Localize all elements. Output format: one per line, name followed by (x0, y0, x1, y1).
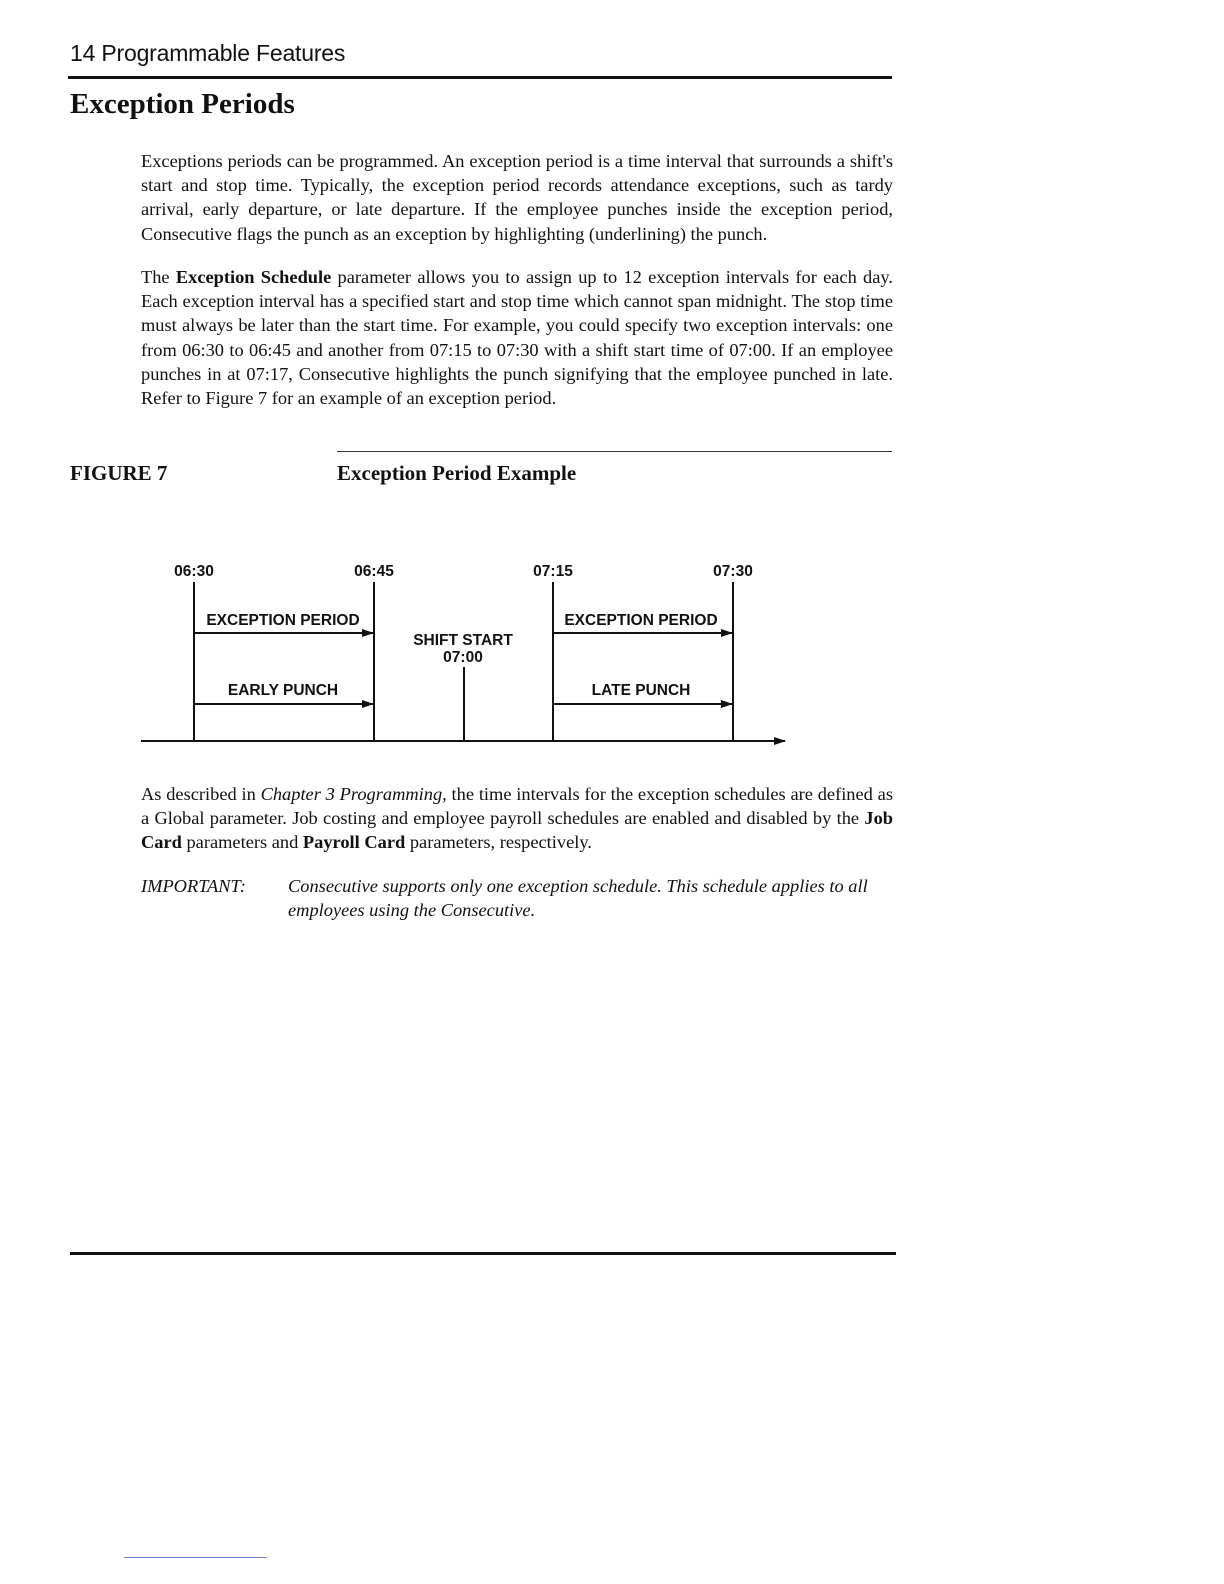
paragraph-intro: Exceptions periods can be programmed. An exception period is a time interval that surrounds a shift's start and stop time. Typically, the exception period records attendance exceptions, such as tardy arrival, early departure, or late departure. If the employee punches inside the exception period, Consecutive flags the punch as an exception by highlighting (underlining) the punch. (141, 151, 893, 244)
section-title: Exception Periods (70, 88, 295, 120)
early-punch-label: EARLY PUNCH (227, 682, 339, 699)
p2-before: The (141, 267, 176, 287)
running-head: 14 Programmable Features (70, 40, 346, 66)
important-text: Consecutive supports only one exception schedule. This schedule applies to all employees using the Consecutive. (288, 876, 868, 921)
footer-rule (70, 1252, 896, 1255)
p3-text-1: As described in (141, 784, 261, 804)
p3-chapter-ref: Chapter 3 Programming, (260, 784, 447, 804)
shift-start-label: SHIFT START (413, 632, 513, 649)
p3-payroll-card: Payroll Card (302, 832, 406, 853)
time-label-0645: 06:45 (354, 563, 394, 580)
p3-text-3: parameters and (181, 832, 303, 853)
time-label-0715: 07:15 (533, 563, 573, 580)
figure-number: FIGURE 7 (70, 461, 168, 485)
late-punch-label: LATE PUNCH (591, 682, 691, 699)
right-exception-period-label: EXCEPTION PERIOD (564, 612, 718, 629)
p3-text-4: parameters, respectively. (405, 832, 592, 853)
figure-title: Exception Period Example (337, 461, 577, 485)
p2-after: parameter allows you to assign up to 12 exception intervals for each day. Each exception interval has a specified start and stop time which cannot span midnight. The stop time must always be later than the start time. For example, you could specify two exception intervals: one from 06:30 to 06:45 and another from 07:15 to 07:30 with a shift start time of 07:00. If an employee punches in at 07:17, Consecutive highlights the punch signifying that the employee punched in late. Refer to Figure 7 for an example of an exception period. (141, 267, 893, 409)
scan-edge-mark (124, 1557, 267, 1558)
time-label-0630: 06:30 (174, 563, 214, 580)
p3-text-2: the time intervals for the exception schedules are defined as a Global parameter. Job costing and employee payroll schedules are enabled and disabled by the (141, 784, 893, 829)
left-exception-period-label: EXCEPTION PERIOD (206, 612, 360, 629)
p2-bold-term: Exception Schedule (175, 267, 332, 287)
important-label: IMPORTANT: (141, 876, 246, 896)
time-label-0730: 07:30 (713, 563, 753, 580)
shift-start-time: 07:00 (443, 649, 483, 666)
p3-job-card: Job Card (141, 808, 893, 853)
paragraph-global-parameter (141, 782, 893, 855)
